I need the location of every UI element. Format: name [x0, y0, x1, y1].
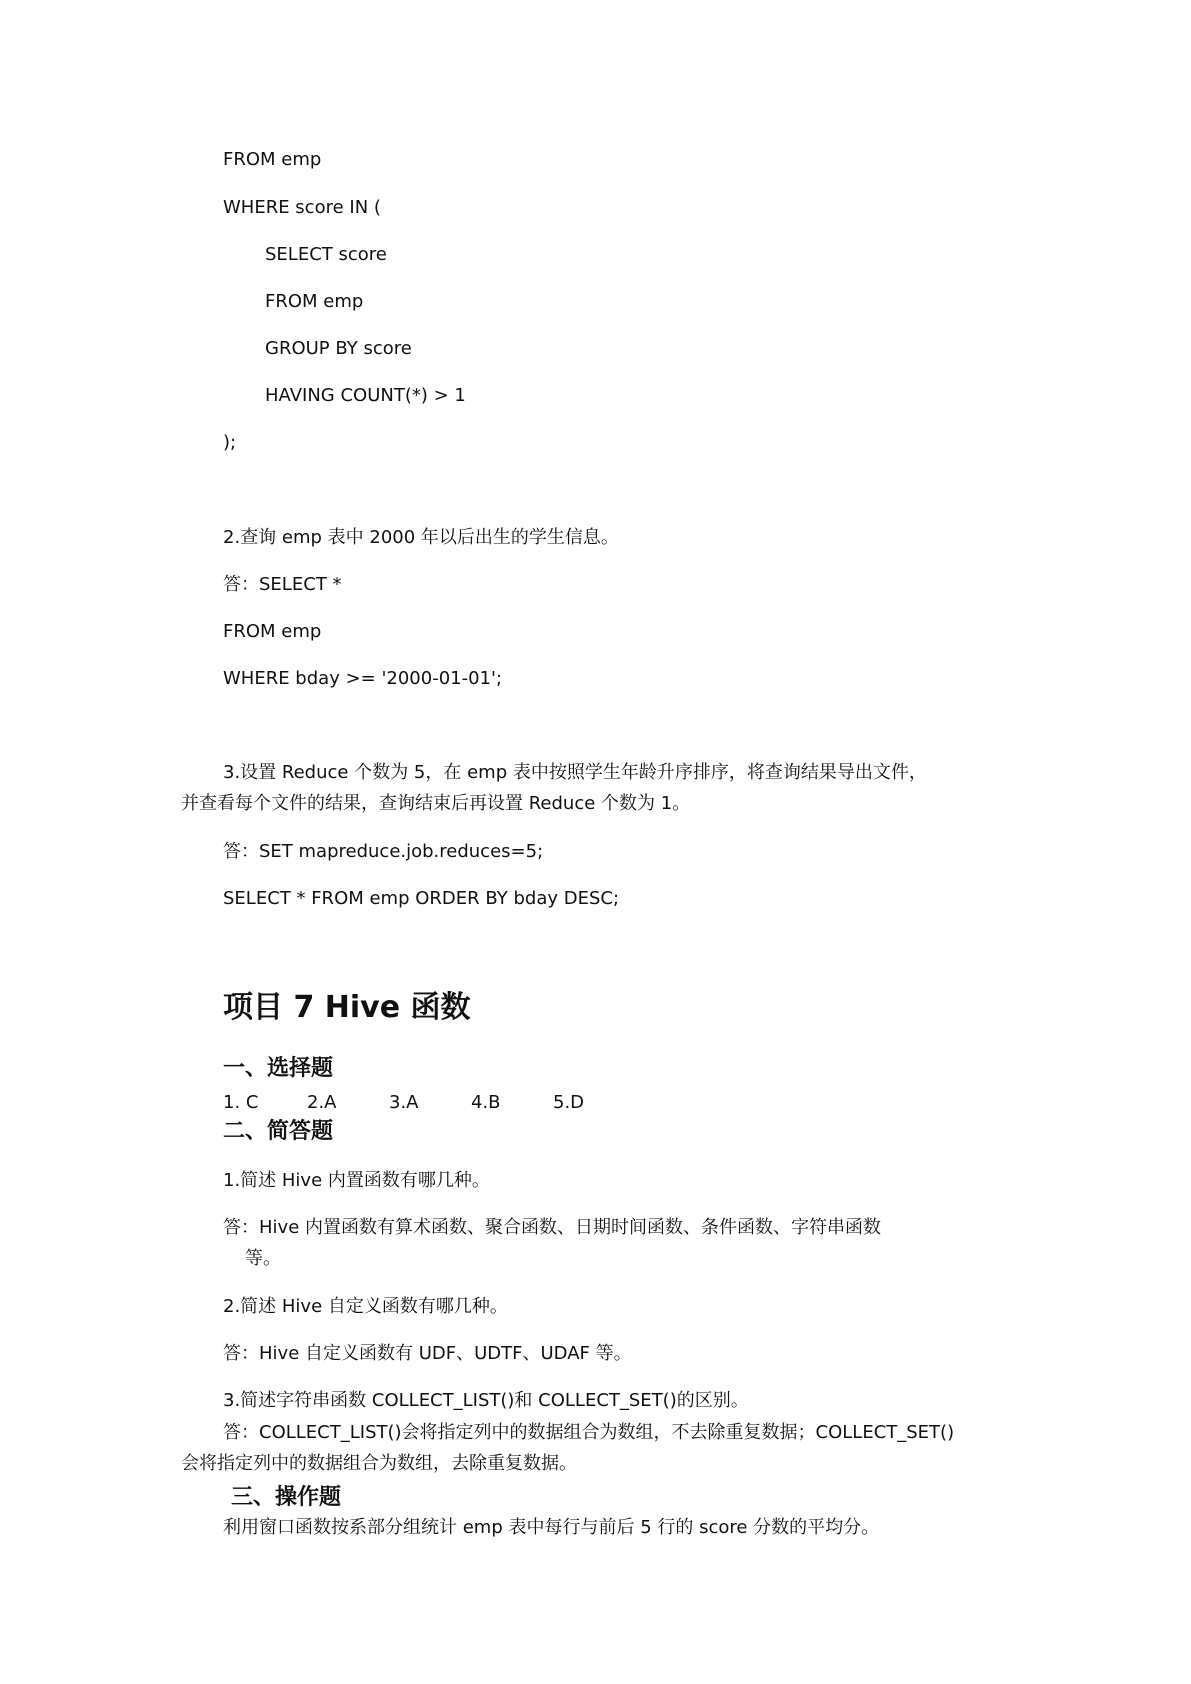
short-question-3: 3.简述字符串函数 COLLECT_LIST()和 COLLECT_SET()的区别。 [223, 1390, 749, 1411]
answer-3-line-2: SELECT * FROM emp ORDER BY bday DESC; [223, 888, 620, 909]
operation-text: 利用窗口函数按系部分组统计 emp 表中每行与前后 5 行的 score 分数的平均分。 [223, 1517, 880, 1538]
sql-line: HAVING COUNT(*) > 1 [265, 385, 466, 406]
choice-answer: 4.B [471, 1092, 501, 1113]
answer-3-line-1: 答：SET mapreduce.job.reduces=5; [223, 841, 544, 862]
short-answer-1-line-2: 等。 [245, 1248, 281, 1269]
answer-2-line-2: FROM emp [223, 621, 322, 642]
answer-2-line-1: 答：SELECT * [223, 574, 342, 595]
sql-line: ); [223, 432, 237, 453]
question-3-line-2: 并查看每个文件的结果，查询结束后再设置 Reduce 个数为 1。 [181, 793, 691, 814]
sql-line: GROUP BY score [265, 338, 412, 359]
operation-heading: 三、操作题 [231, 1485, 342, 1510]
choice-answer: 2.A [307, 1092, 337, 1113]
choice-heading: 一、选择题 [223, 1056, 334, 1081]
sql-line: FROM emp [223, 149, 322, 170]
short-question-2: 2.简述 Hive 自定义函数有哪几种。 [223, 1296, 508, 1317]
sql-line: FROM emp [265, 291, 364, 312]
short-answer-1-line-1: 答：Hive 内置函数有算术函数、聚合函数、日期时间函数、条件函数、字符串函数 [223, 1217, 881, 1238]
short-answer-2: 答：Hive 自定义函数有 UDF、UDTF、UDAF 等。 [223, 1343, 632, 1364]
short-answer-heading: 二、简答题 [223, 1119, 334, 1144]
short-answer-3-line-1: 答：COLLECT_LIST()会将指定列中的数据组合为数组，不去除重复数据；COLLECT_SET() [223, 1422, 955, 1443]
short-question-1: 1.简述 Hive 内置函数有哪几种。 [223, 1170, 490, 1191]
short-answer-3-line-2: 会将指定列中的数据组合为数组，去除重复数据。 [181, 1453, 577, 1474]
question-3-line-1: 3.设置 Reduce 个数为 5，在 emp 表中按照学生年龄升序排序，将查询结果导出文件， [223, 762, 927, 783]
sql-line: WHERE score IN ( [223, 197, 381, 218]
answer-2-line-3: WHERE bday >= '2000-01-01'; [223, 668, 503, 689]
choice-answer: 1. C [223, 1092, 259, 1113]
choice-answer: 5.D [553, 1092, 585, 1113]
section-title: 项目 7 Hive 函数 [223, 990, 471, 1025]
sql-line: SELECT score [265, 244, 387, 265]
question-2: 2.查询 emp 表中 2000 年以后出生的学生信息。 [223, 527, 619, 548]
choice-answer: 3.A [389, 1092, 419, 1113]
